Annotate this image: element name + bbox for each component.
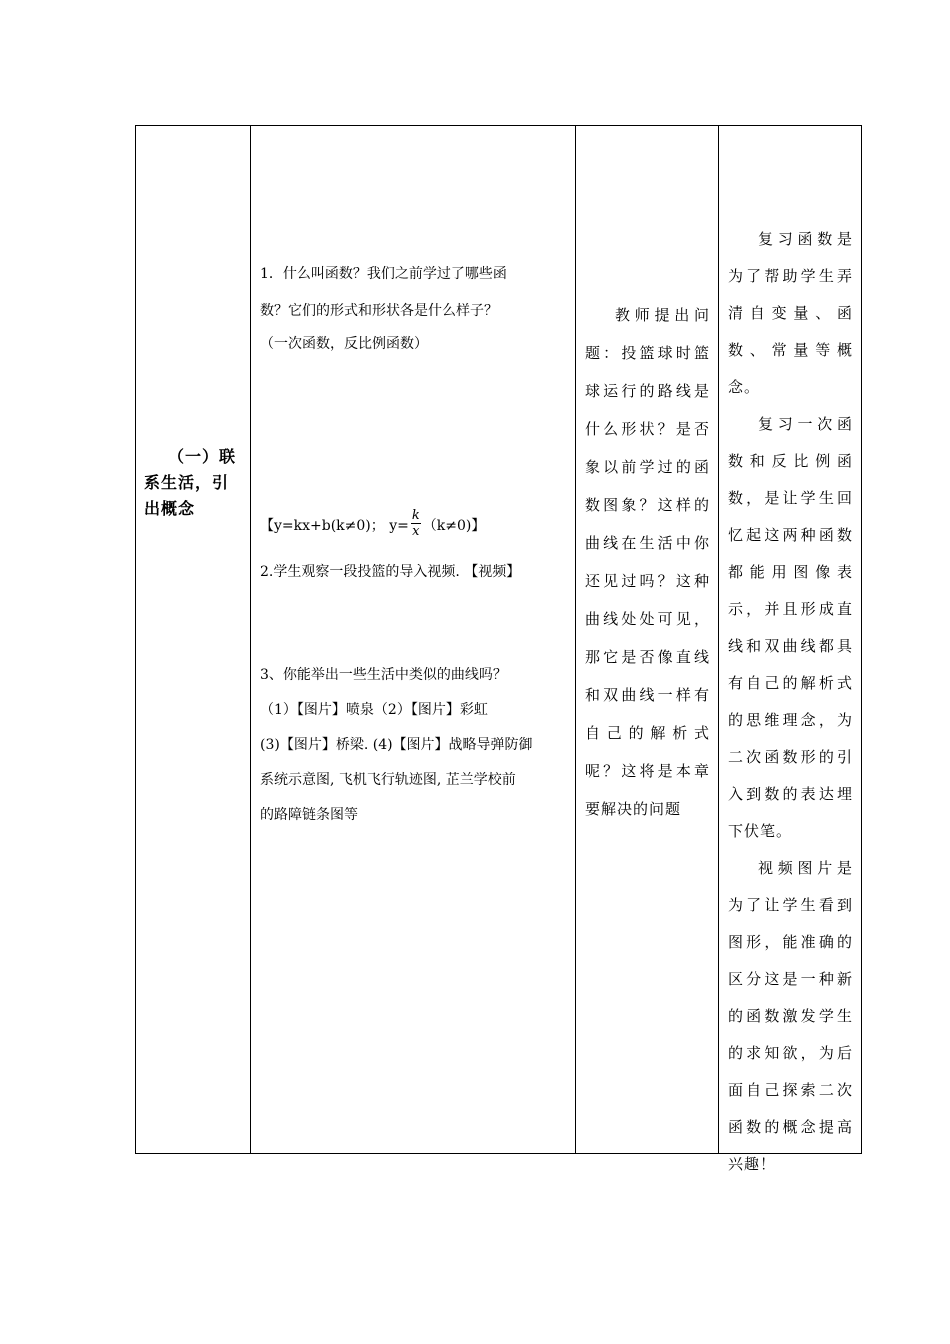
question-3-line-1: 3、你能举出一些生活中类似的曲线吗？ — [260, 667, 507, 683]
design-intent-cell — [718, 221, 861, 1183]
question-1-answer: （一次函数，反比例函数） — [260, 336, 428, 352]
lesson-table — [135, 125, 862, 1173]
formula-prefix: 【y=kx+b(k≠0)； y= — [260, 518, 409, 534]
column-divider — [250, 126, 251, 1153]
question-2: 2.学生观察一段投篮的导入视频. 【视频】 — [260, 564, 521, 580]
question-1-line-2: 数？它们的形式和形状各是什么样子？ — [260, 303, 498, 319]
formula-suffix: （k≠0)】 — [422, 518, 486, 534]
stage-title: （一）联系生活，引出概念 — [144, 447, 237, 518]
question-1-line-1: 1．什么叫函数？我们之前学过了哪些函 — [260, 266, 507, 282]
fraction-k-over-x — [411, 508, 421, 539]
question-3-line-3: (3)【图片】桥梁. (4)【图片】战略导弹防御 — [260, 737, 533, 753]
intent-paragraph-1: 复习函数是为了帮助学生弄清自变量、函数、常量等概念。 — [728, 230, 853, 396]
intent-paragraph-3: 视频图片是为了让学生看到图形，能准确的区分这是一种新的函数激发学生的求知欲，为后面自己探索二次函数的概念提高兴趣！ — [728, 859, 853, 1173]
question-3-line-5: 的路障链条图等 — [260, 807, 358, 823]
formula-line — [260, 508, 567, 545]
question-3-line-4: 系统示意图, 飞机飞行轨迹图, 芷兰学校前 — [260, 772, 516, 788]
intent-paragraph-2: 复习一次函数和反比例函数，是让学生回忆起这两种函数都能用图像表示，并且形成直线和双曲线都具有自己的解析式的思维理念，为二次函数形的引入到数的表达埋下伏笔。 — [728, 415, 853, 840]
teacher-activity: 教师提出问题：投篮球时篮球运行的路线是什么形状？是否象以前学过的函数图象？这样的曲线在生活中你还见过吗？这种曲线处处可见，那它是否像直线和双曲线一样有自己的解析式呢？这将是本章要解决的问题 — [585, 306, 710, 818]
fraction-numerator: k — [411, 507, 420, 523]
fraction-denominator: x — [412, 523, 420, 539]
question-3-line-2: （1）【图片】喷泉（2）【图片】彩虹 — [260, 702, 488, 718]
